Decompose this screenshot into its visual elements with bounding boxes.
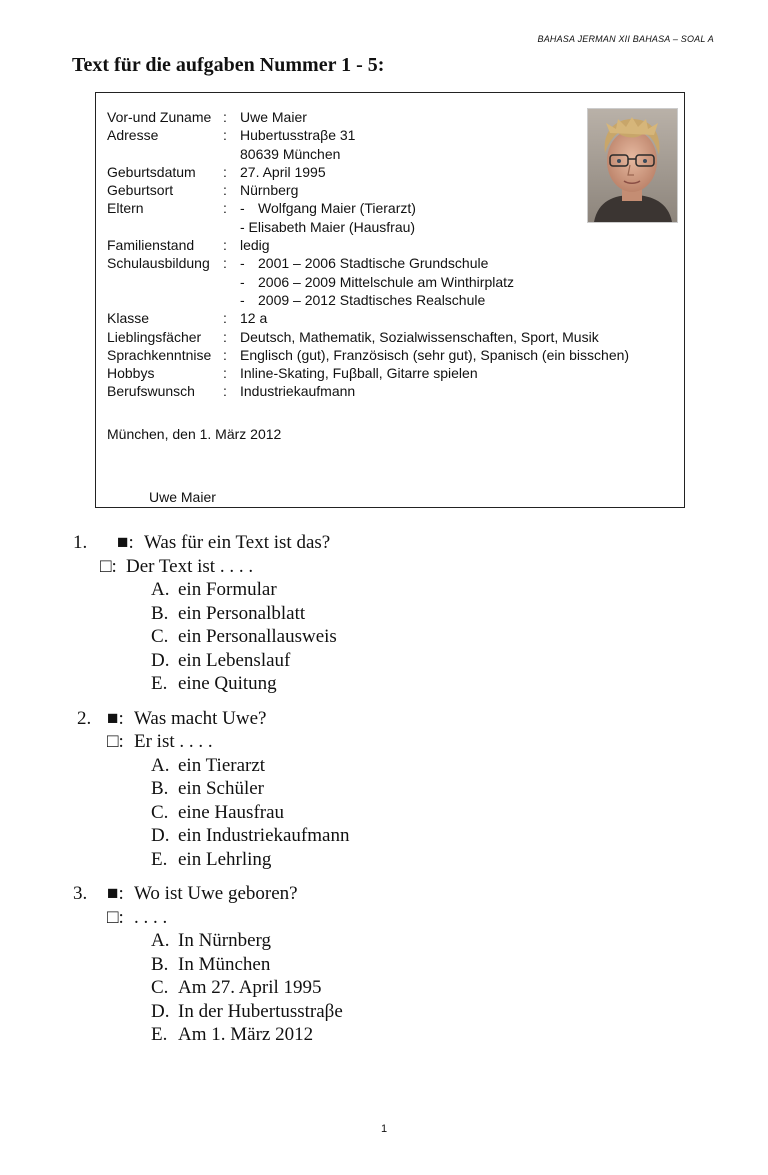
question-number: 2.: [77, 707, 92, 729]
cv-label: Schulausbildung: [107, 255, 210, 272]
cv-rows: [107, 108, 629, 401]
cv-row: [107, 199, 629, 236]
page-title: Text für die aufgaben Nummer 1 - 5:: [72, 54, 385, 76]
cv-value: 2009 – 2012 Stadtisches Realschule: [258, 291, 486, 308]
questions-list: [0, 531, 768, 1047]
question-number: 3.: [73, 883, 88, 904]
question-item: [0, 707, 768, 872]
cv-values: [240, 254, 514, 309]
option-letter: B.: [151, 602, 169, 624]
question-number: 1.: [73, 532, 88, 553]
answer-option: [151, 1023, 768, 1047]
cv-values: [240, 309, 267, 327]
cv-colon: :: [223, 127, 227, 144]
question-answer-line: [0, 730, 768, 754]
option-text: eine Hausfrau: [178, 801, 285, 823]
cv-dash: -: [240, 200, 245, 217]
option-letter: C.: [151, 977, 169, 998]
filled-square-icon: ■:: [107, 883, 124, 904]
question-prompt-line: [0, 531, 768, 555]
cv-value: 27. April 1995: [240, 163, 326, 180]
cv-label: Klasse: [107, 310, 150, 327]
empty-square-icon: □:: [107, 906, 124, 928]
option-letter: E.: [151, 1024, 168, 1045]
option-text: ein Lebenslauf: [178, 649, 291, 671]
cv-label: Vor-und Zuname: [107, 109, 212, 125]
option-text: ein Schüler: [178, 778, 265, 799]
option-text: Am 1. März 2012: [178, 1024, 314, 1045]
cv-label: Eltern: [107, 200, 144, 217]
option-text: ein Personalblatt: [178, 602, 306, 624]
cv-colon: :: [223, 237, 227, 254]
portrait-photo-icon: [588, 109, 677, 222]
cv-values: [240, 163, 326, 181]
cv-values: [240, 199, 416, 236]
option-text: ein Industriekaufmann: [178, 825, 350, 846]
cv-row: [107, 346, 629, 364]
cv-value-line: [240, 273, 514, 291]
cv-row: [107, 126, 629, 163]
cv-value: 80639 München: [240, 145, 341, 162]
option-letter: C.: [151, 801, 169, 823]
question-prompt-line: [0, 707, 768, 731]
answer-option: [151, 953, 768, 977]
cv-value-line: [240, 126, 355, 144]
cv-value-line: [240, 346, 629, 364]
question-prompt: Wo ist Uwe geboren?: [134, 883, 298, 904]
cv-colon: :: [223, 365, 227, 382]
cv-values: [240, 328, 599, 346]
cv-label: Geburtsort: [107, 182, 174, 199]
option-text: In München: [178, 953, 271, 975]
cv-dash: -: [240, 291, 245, 308]
cv-label: Familienstand: [107, 237, 195, 254]
place-date: München, den 1. März 2012: [107, 426, 282, 442]
cv-colon: :: [223, 200, 227, 217]
answer-option: [151, 649, 768, 673]
cv-value-line: [240, 108, 307, 126]
filled-square-icon: ■:: [117, 532, 134, 553]
cv-value-line: [240, 254, 514, 272]
filled-square-icon: ■:: [107, 707, 124, 729]
cv-values: [240, 181, 298, 199]
cv-colon: :: [223, 255, 227, 272]
option-text: In der Hubertusstraβe: [178, 1000, 343, 1022]
answer-option: [151, 672, 768, 696]
option-letter: D.: [151, 825, 170, 846]
question-answer-line: [0, 555, 768, 579]
question-answer-line: [0, 906, 768, 930]
cv-value-line: [240, 145, 355, 163]
cv-value-line: [240, 382, 355, 400]
cv-value-line: [240, 364, 478, 382]
cv-values: [240, 108, 307, 126]
cv-label: Hobbys: [107, 365, 155, 382]
cv-row: [107, 382, 629, 400]
answer-option: [151, 777, 768, 801]
cv-value: 2006 – 2009 Mittelschule am Winthirplatz: [258, 273, 515, 290]
question-answer: . . . .: [134, 906, 168, 928]
cv-values: [240, 346, 629, 364]
empty-square-icon: □:: [107, 731, 124, 752]
cv-row: [107, 163, 629, 181]
option-letter: E.: [151, 848, 168, 870]
cv-values: [240, 382, 355, 400]
cv-values: [240, 236, 270, 254]
cv-values: [240, 364, 478, 382]
cv-value-line: [240, 163, 326, 181]
option-letter: D.: [151, 1000, 170, 1022]
page-number: 1: [380, 1123, 388, 1135]
cv-values: [240, 126, 355, 163]
cv-label: Berufswunsch: [107, 383, 195, 400]
option-letter: C.: [151, 626, 169, 647]
answer-option: [151, 602, 768, 626]
option-letter: B.: [151, 778, 169, 799]
question-item: [0, 882, 768, 1047]
cv-label: Geburtsdatum: [107, 163, 196, 180]
cv-colon: :: [223, 163, 227, 180]
option-letter: E.: [151, 673, 168, 694]
cv-row: [107, 108, 629, 126]
cv-row: [107, 236, 629, 254]
cv-value-line: [240, 309, 267, 327]
option-text: ein Formular: [178, 579, 277, 600]
option-text: ein Lehrling: [178, 848, 272, 870]
cv-value-line: [240, 218, 416, 236]
answer-option: [151, 824, 768, 848]
portrait-photo: [587, 108, 678, 223]
empty-square-icon: □:: [100, 555, 117, 577]
cv-row: [107, 254, 629, 309]
signature-name: Uwe Maier: [149, 489, 216, 505]
cv-value: ledig: [240, 237, 270, 254]
option-text: ein Tierarzt: [178, 754, 266, 776]
option-text: eine Quitung: [178, 673, 277, 694]
question-answer: Der Text ist . . . .: [126, 555, 254, 577]
question-prompt: Was macht Uwe?: [134, 707, 267, 729]
answer-option: [151, 848, 768, 872]
cv-value: Industriekaufmann: [240, 383, 356, 400]
cv-row: [107, 181, 629, 199]
answer-options: [0, 754, 768, 872]
cv-value: Englisch (gut), Französisch (sehr gut), Spanisch (ein bisschen): [240, 346, 630, 363]
cv-label: Lieblingsfächer: [107, 328, 202, 345]
cv-dash: -: [240, 255, 245, 272]
cv-row: [107, 364, 629, 382]
cv-value-line: [240, 236, 270, 254]
cv-row: [107, 328, 629, 346]
option-text: In Nürnberg: [178, 930, 272, 951]
option-letter: A.: [151, 930, 170, 951]
cv-value: Hubertusstraβe 31: [240, 127, 356, 144]
cv-colon: :: [223, 328, 227, 345]
answer-option: [151, 976, 768, 1000]
cv-colon: :: [223, 383, 227, 400]
answer-option: [151, 929, 768, 953]
answer-options: [0, 578, 768, 696]
answer-option: [151, 1000, 768, 1024]
cv-colon: :: [223, 182, 227, 199]
cv-label: Adresse: [107, 127, 159, 144]
answer-options: [0, 929, 768, 1047]
cv-value: Inline-Skating, Fuβball, Gitarre spielen: [240, 365, 478, 382]
option-letter: A.: [151, 579, 170, 600]
option-letter: D.: [151, 649, 170, 671]
option-letter: B.: [151, 953, 169, 975]
cv-dash: -: [240, 273, 245, 290]
cv-value: Nürnberg: [240, 182, 299, 199]
question-item: [0, 531, 768, 696]
question-answer: Er ist . . . .: [134, 731, 213, 752]
cv-colon: :: [223, 109, 227, 125]
option-text: Am 27. April 1995: [178, 977, 322, 998]
cv-value: 2001 – 2006 Stadtische Grundschule: [258, 255, 489, 272]
question-prompt-line: [0, 882, 768, 906]
cv-value-line: [240, 199, 416, 217]
cv-value: - Elisabeth Maier (Hausfrau): [240, 218, 416, 235]
answer-option: [151, 578, 768, 602]
cv-value: Uwe Maier: [240, 109, 307, 125]
document-header: BAHASA JERMAN XII BAHASA – SOAL A: [537, 34, 714, 44]
answer-option: [151, 625, 768, 649]
option-text: ein Personallausweis: [178, 626, 337, 647]
answer-option: [151, 754, 768, 778]
cv-colon: :: [223, 310, 227, 327]
cv-row: [107, 309, 629, 327]
cv-box: [95, 92, 685, 508]
cv-value-line: [240, 328, 599, 346]
question-prompt: Was für ein Text ist das?: [144, 532, 331, 553]
option-letter: A.: [151, 754, 170, 776]
cv-label: Sprachkenntnise: [107, 346, 212, 363]
cv-value-line: [240, 291, 514, 309]
cv-value: Wolfgang Maier (Tierarzt): [258, 200, 416, 217]
cv-value: Deutsch, Mathematik, Sozialwissenschaften, Sport, Musik: [240, 328, 599, 345]
cv-colon: :: [223, 346, 227, 363]
cv-value-line: [240, 181, 298, 199]
answer-option: [151, 801, 768, 825]
cv-value: 12 a: [240, 310, 268, 327]
